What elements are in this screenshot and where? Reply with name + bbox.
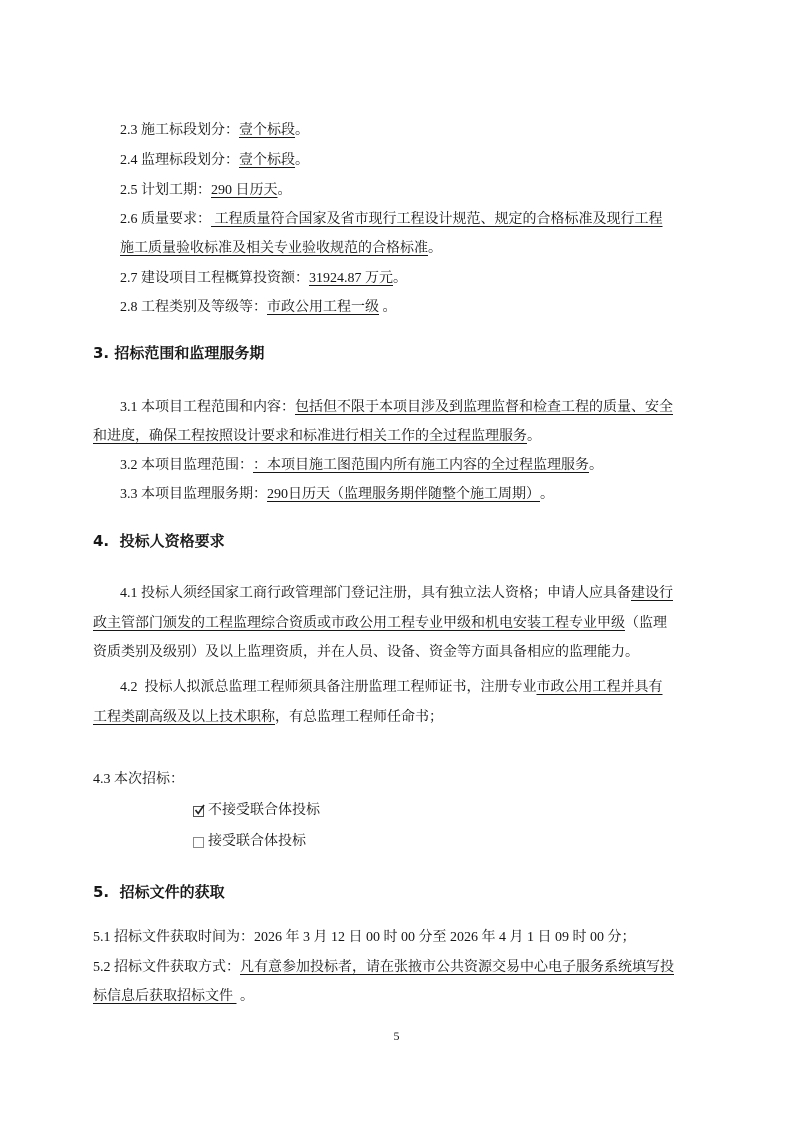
- item-4-1-text-1: 4.1 投标人须经国家工商行政管理部门登记注册，具有独立法人资格；申请人应具备: [120, 586, 631, 601]
- item-5-2-label: 5.2 招标文件获取方式：: [93, 960, 240, 975]
- item-4-2-value-2: 工程类副高级及以上技术职称: [93, 710, 275, 725]
- section-5-heading: 5. 招标文件的获取: [93, 883, 225, 901]
- item-3-1-line-2: [93, 427, 541, 447]
- item-2-5-label: 2.5 计划工期：: [120, 183, 211, 198]
- item-4-2-text-2: ，有总监理工程师任命书；: [275, 710, 443, 725]
- item-3-2-value: ：本项目施工图范围内所有施工内容的全过程监理服务: [253, 458, 589, 473]
- check-icon: [194, 804, 205, 816]
- item-2-5-end: 。: [277, 183, 292, 198]
- item-5-2-line-2: [93, 987, 254, 1007]
- item-4-1-value-2: 政主管部门颁发的工程监理综合资质或市政公用工程专业甲级和机电安装工程专业甲级: [93, 616, 625, 631]
- option-no-consortium: [193, 801, 320, 821]
- item-3-2-end: 。: [589, 458, 603, 473]
- checkbox-no-consortium: [193, 806, 204, 817]
- checkbox-consortium: [193, 837, 204, 848]
- item-2-3: [120, 121, 309, 141]
- item-3-1-line-1: [120, 398, 673, 418]
- item-5-2-value-2: 标信息后获取招标文件: [93, 989, 237, 1004]
- option-consortium-label: 接受联合体投标: [208, 834, 306, 849]
- item-2-7-label: 2.7 建设项目工程概算投资额：: [120, 271, 309, 286]
- item-4-2-line-2: [93, 708, 443, 728]
- item-3-2-label: 3.2 本项目监理范围：: [120, 458, 253, 473]
- item-2-6-end: 。: [428, 241, 442, 256]
- item-2-7-end: 。: [393, 271, 407, 286]
- page-number: 5: [393, 1029, 400, 1043]
- item-2-6-line-2: [120, 239, 442, 259]
- item-5-2-end: 。: [236, 989, 254, 1004]
- item-2-8-label: 2.8 工程类别及等级等：: [120, 300, 267, 315]
- item-3-3-end: 。: [540, 487, 554, 502]
- item-2-3-end: 。: [295, 123, 309, 138]
- item-3-3-value: 290日历天（监理服务期伴随整个施工周期）: [267, 487, 540, 502]
- item-2-6-line-1: [120, 210, 663, 230]
- item-2-6-value-2: 施工质量验收标准及相关专业验收规范的合格标准: [120, 241, 428, 256]
- item-4-1-value-1: 建设行: [631, 586, 673, 601]
- item-2-3-label: 2.3 施工标段划分：: [120, 123, 239, 138]
- item-2-3-value: 壹个标段: [239, 123, 295, 138]
- item-3-3: [120, 485, 554, 505]
- item-2-5: [120, 181, 292, 201]
- item-5-1-text: 5.1 招标文件获取时间为：2026 年 3 月 12 日 00 时 00 分至 2026 年 4 月 1 日 09 时 00 分；: [93, 930, 636, 945]
- item-5-2-line-1: [93, 958, 674, 978]
- item-2-6-value-1: 工程质量符合国家及省市现行工程设计规范、规定的合格标准及现行工程: [211, 212, 663, 227]
- item-3-3-label: 3.3 本项目监理服务期：: [120, 487, 267, 502]
- item-2-7-value: 31924.87 万元: [309, 271, 393, 286]
- item-4-1-text-3: 资质类别及级别）及以上监理资质，并在人员、设备、资金等方面具备相应的监理能力。: [93, 645, 639, 660]
- item-2-6-label: 2.6 质量要求：: [120, 212, 211, 227]
- section-4-heading: 4. 投标人资格要求: [93, 532, 225, 550]
- item-4-3-label-text: 4.3 本次招标：: [93, 772, 184, 787]
- item-4-3-label: [93, 770, 184, 790]
- item-2-4-value: 壹个标段: [239, 153, 295, 168]
- item-2-4: [120, 151, 309, 171]
- option-consortium: [193, 832, 306, 852]
- item-2-8-end: 。: [379, 300, 397, 315]
- item-4-1-text-2: （监理: [625, 616, 667, 631]
- item-2-4-label: 2.4 监理标段划分：: [120, 153, 239, 168]
- item-2-8: [120, 298, 397, 318]
- item-2-8-value: 市政公用工程一级: [267, 300, 379, 315]
- section-3-heading: 3. 招标范围和监理服务期: [93, 344, 265, 362]
- item-4-2-line-1: [120, 678, 663, 698]
- item-2-5-value: 290 日历天: [211, 183, 278, 198]
- item-3-2: [120, 456, 603, 476]
- item-5-1: [93, 928, 636, 948]
- option-no-consortium-label: 不接受联合体投标: [208, 803, 320, 818]
- item-4-1-line-1: [120, 584, 673, 604]
- item-2-7: [120, 269, 407, 289]
- item-4-1-line-3: [93, 643, 639, 663]
- item-3-1-end: 。: [527, 429, 541, 444]
- item-2-4-end: 。: [295, 153, 309, 168]
- item-4-1-line-2: [93, 614, 667, 634]
- item-4-2-value-1: 市政公用工程并具有: [536, 680, 663, 695]
- item-3-1-label: 3.1 本项目工程范围和内容：: [120, 400, 295, 415]
- item-4-2-text-1: 4.2 投标人拟派总监理工程师须具备注册监理工程师证书，注册专业: [120, 680, 537, 695]
- item-3-1-value-1: 包括但不限于本项目涉及到监理监督和检查工程的质量、安全: [295, 400, 673, 415]
- item-5-2-value-1: 凡有意参加投标者，请在张掖市公共资源交易中心电子服务系统填写投: [240, 960, 674, 975]
- item-3-1-value-2: 和进度，确保工程按照设计要求和标准进行相关工作的全过程监理服务: [93, 429, 527, 444]
